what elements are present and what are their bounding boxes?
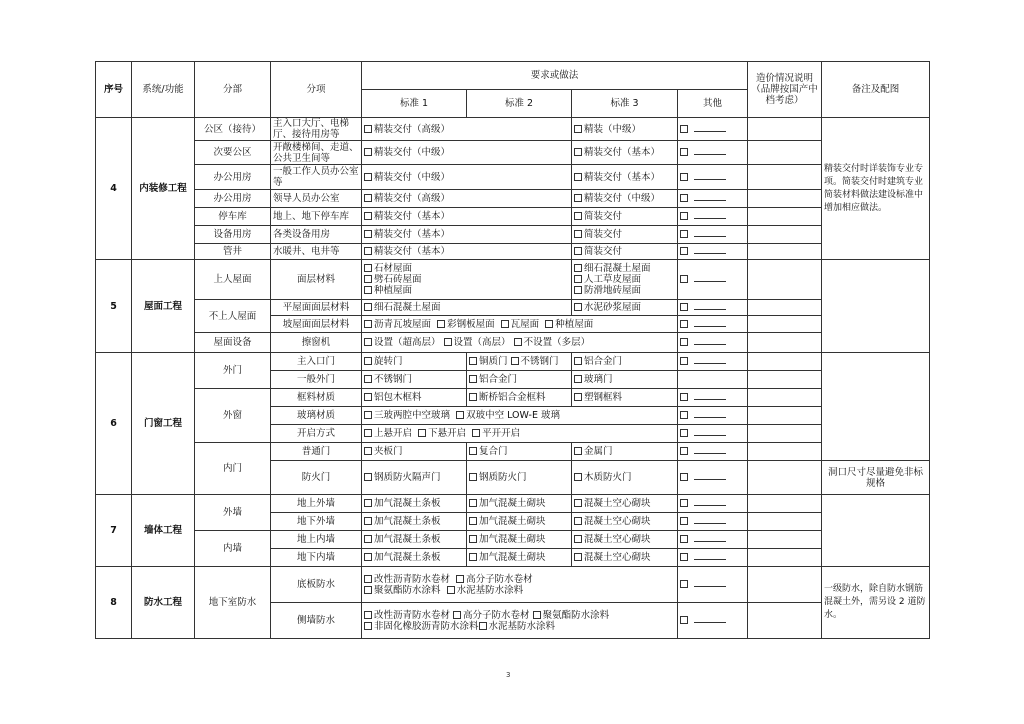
checkbox[interactable] — [680, 357, 688, 365]
item-cell: 各类设备用房 — [271, 226, 362, 244]
checkbox[interactable] — [364, 320, 372, 328]
option-label: 混凝土空心砌块 — [584, 552, 651, 563]
item-cell: 领导人员办公室 — [271, 190, 362, 208]
standards-table — [95, 61, 930, 639]
option-label: 设置（超高层） — [374, 337, 441, 348]
option-label: 加气混凝土砌块 — [479, 516, 546, 527]
other-blank[interactable] — [694, 447, 726, 454]
option-label: 精装交付（基本） — [584, 147, 661, 158]
checkbox[interactable] — [680, 616, 688, 624]
cost-cell — [748, 549, 822, 567]
remark-cell — [822, 495, 930, 567]
checkbox[interactable] — [680, 535, 688, 543]
option-label: 精装交付（高级） — [374, 123, 451, 135]
checkbox[interactable] — [574, 275, 582, 283]
cost-cell — [748, 495, 822, 513]
header-std1: 标准 1 — [362, 90, 467, 118]
checkbox[interactable] — [364, 393, 372, 401]
option-label: 不锈钢门 — [520, 356, 559, 367]
checkbox[interactable] — [364, 125, 372, 133]
group-5-name: 屋面工程 — [132, 260, 195, 353]
checkbox[interactable] — [437, 320, 445, 328]
cost-cell — [748, 260, 822, 300]
option-label: 精装（中级） — [584, 123, 642, 135]
cost-cell — [748, 603, 822, 639]
cost-cell — [748, 118, 822, 141]
option-label: 加气混凝土砌块 — [479, 498, 546, 509]
header-remark: 备注及配图 — [822, 62, 930, 118]
option-label: 水泥基防水涂料 — [488, 620, 556, 632]
checkbox[interactable] — [545, 320, 553, 328]
checkbox[interactable] — [364, 275, 372, 283]
item-cell: 玻璃材质 — [271, 407, 362, 425]
checkbox[interactable] — [574, 148, 582, 156]
page-number: 3 — [506, 671, 511, 679]
option-label: 聚氨酯防水涂料 — [542, 609, 610, 621]
checkbox[interactable] — [680, 173, 688, 181]
item-cell: 底板防水 — [271, 567, 362, 603]
part-cell: 内墙 — [195, 531, 271, 567]
checkbox[interactable] — [574, 553, 582, 561]
option-label: 劈石砖屋面 — [374, 274, 422, 285]
option-label: 精装交付（基本） — [584, 171, 661, 183]
option-label: 塑钢框料 — [584, 392, 623, 403]
header-part: 分部 — [195, 62, 271, 118]
other-blank[interactable] — [694, 275, 726, 282]
other-blank[interactable] — [694, 580, 726, 587]
checkbox[interactable] — [680, 194, 688, 202]
item-cell: 开敞楼梯间、走道、公共卫生间等 — [271, 141, 362, 165]
group-7-no: 7 — [96, 495, 132, 567]
option-label: 下悬开启 — [428, 428, 467, 439]
option-label: 改性沥青防水卷材 — [374, 573, 451, 585]
option-label: 聚氨酯防水涂料 — [374, 584, 441, 596]
checkbox[interactable] — [479, 622, 487, 630]
checkbox[interactable] — [574, 173, 582, 181]
part-cell: 内门 — [195, 443, 271, 495]
checkbox[interactable] — [364, 535, 372, 543]
part-cell: 外门 — [195, 353, 271, 389]
part-cell: 上人屋面 — [195, 260, 271, 300]
remark-cell — [822, 353, 930, 461]
checkbox[interactable] — [574, 125, 582, 133]
header-system: 系统/功能 — [132, 62, 195, 118]
option-label: 铝合金门 — [479, 374, 518, 385]
other-blank[interactable] — [694, 499, 726, 506]
option-label: 上悬开启 — [374, 428, 413, 439]
option-label: 人工草皮屋面 — [584, 274, 642, 285]
checkbox[interactable] — [364, 303, 372, 311]
cost-cell — [748, 333, 822, 353]
checkbox[interactable] — [501, 320, 509, 328]
option-label: 简装交付 — [584, 246, 623, 257]
option-label: 精装交付（高级） — [374, 193, 451, 204]
cost-cell — [748, 208, 822, 226]
checkbox[interactable] — [444, 338, 452, 346]
other-blank[interactable] — [694, 357, 726, 364]
item-cell: 一般工作人员办公室等 — [271, 165, 362, 190]
checkbox[interactable] — [680, 148, 688, 156]
checkbox[interactable] — [364, 622, 372, 630]
other-blank[interactable] — [694, 173, 726, 180]
checkbox[interactable] — [574, 473, 582, 481]
checkbox[interactable] — [574, 517, 582, 525]
item-cell: 地下外墙 — [271, 513, 362, 531]
option-label: 彩钢板屋面 — [447, 318, 495, 330]
option-label: 复合门 — [479, 446, 508, 457]
other-blank[interactable] — [694, 125, 726, 132]
checkbox[interactable] — [364, 611, 372, 619]
option-label: 铝合金门 — [584, 356, 623, 367]
checkbox[interactable] — [574, 447, 582, 455]
checkbox[interactable] — [364, 499, 372, 507]
option-label: 铝包木框料 — [374, 392, 422, 403]
item-cell: 防火门 — [271, 461, 362, 495]
other-blank[interactable] — [694, 148, 726, 155]
option-label: 精装交付（中级） — [374, 147, 451, 158]
header-std2: 标准 2 — [467, 90, 572, 118]
checkbox[interactable] — [574, 357, 582, 365]
checkbox[interactable] — [364, 230, 372, 238]
option-label: 断桥铝合金框料 — [479, 392, 546, 403]
checkbox[interactable] — [514, 338, 522, 346]
option-label: 加气混凝土条板 — [374, 552, 441, 563]
option-label: 加气混凝土条板 — [374, 516, 441, 527]
checkbox[interactable] — [680, 338, 688, 346]
checkbox[interactable] — [680, 553, 688, 561]
option-label: 金属门 — [584, 446, 613, 457]
cost-cell — [748, 531, 822, 549]
option-label: 旋转门 — [374, 356, 403, 367]
checkbox[interactable] — [680, 499, 688, 507]
checkbox[interactable] — [469, 393, 477, 401]
part-cell: 公区（接待） — [195, 118, 271, 141]
other-blank[interactable] — [694, 473, 726, 480]
option-label: 高分子防水卷材 — [466, 573, 533, 585]
checkbox[interactable] — [364, 429, 372, 437]
checkbox[interactable] — [574, 212, 582, 220]
cost-cell — [748, 513, 822, 531]
other-blank[interactable] — [694, 535, 726, 542]
remark-door-size: 洞口尺寸尽量避免非标规格 — [822, 461, 930, 495]
checkbox[interactable] — [364, 148, 372, 156]
checkbox[interactable] — [364, 447, 372, 455]
option-label: 细石混凝土屋面 — [584, 263, 651, 274]
checkbox[interactable] — [680, 393, 688, 401]
option-label: 瓦屋面 — [510, 318, 540, 330]
other-blank[interactable] — [694, 303, 726, 310]
option-label: 简装交付 — [584, 229, 623, 240]
checkbox[interactable] — [364, 586, 372, 594]
checkbox[interactable] — [574, 286, 582, 294]
option-label: 木质防火门 — [584, 472, 632, 483]
option-label: 双玻中空 LOW-E 玻璃 — [466, 410, 560, 421]
cost-cell — [748, 371, 822, 389]
part-cell: 管井 — [195, 244, 271, 260]
checkbox[interactable] — [364, 357, 372, 365]
cost-cell — [748, 141, 822, 165]
option-label: 钢质防火隔声门 — [374, 472, 441, 483]
item-cell: 地下内墙 — [271, 549, 362, 567]
option-label: 水泥砂浆屋面 — [584, 302, 642, 313]
part-cell: 地下室防水 — [195, 567, 271, 639]
checkbox[interactable] — [574, 375, 582, 383]
checkbox[interactable] — [456, 411, 464, 419]
checkbox[interactable] — [364, 286, 372, 294]
checkbox[interactable] — [574, 535, 582, 543]
other-blank[interactable] — [694, 247, 726, 254]
option-label: 平开开启 — [482, 428, 521, 439]
part-cell: 屋面设备 — [195, 333, 271, 353]
checkbox[interactable] — [469, 553, 477, 561]
option-label: 石材屋面 — [374, 263, 413, 274]
option-label: 混凝土空心砌块 — [584, 516, 651, 527]
checkbox[interactable] — [680, 411, 688, 419]
cost-cell — [748, 190, 822, 208]
checkbox[interactable] — [453, 611, 461, 619]
other-blank[interactable] — [694, 212, 726, 219]
item-cell: 主入口大厅、电梯厅、接待用房等 — [271, 118, 362, 141]
checkbox[interactable] — [680, 429, 688, 437]
cost-cell — [748, 226, 822, 244]
option-label: 加气混凝土条板 — [374, 534, 441, 545]
other-blank[interactable] — [694, 517, 726, 524]
option-label: 加气混凝土条板 — [374, 498, 441, 509]
other-blank[interactable] — [694, 320, 726, 327]
group-6-name: 门窗工程 — [132, 353, 195, 495]
item-cell: 开启方式 — [271, 425, 362, 443]
checkbox[interactable] — [574, 264, 582, 272]
header-requirement: 要求或做法 — [362, 62, 748, 90]
remark-waterproof: 一级防水，除自防水钢筋混凝土外，需另设 2 道防水。 — [822, 567, 930, 639]
option-label: 防滑地砖屋面 — [584, 285, 642, 296]
header-other: 其他 — [678, 90, 748, 118]
checkbox[interactable] — [469, 473, 477, 481]
group-5-no: 5 — [96, 260, 132, 353]
checkbox[interactable] — [680, 320, 688, 328]
checkbox[interactable] — [469, 375, 477, 383]
option-label: 精装交付（基本） — [374, 246, 451, 257]
option-label: 三玻两腔中空玻璃 — [374, 410, 451, 421]
cost-cell — [748, 461, 822, 495]
cost-cell — [748, 567, 822, 603]
other-blank[interactable] — [694, 230, 726, 237]
option-label: 混凝土空心砌块 — [584, 498, 651, 509]
checkbox[interactable] — [364, 473, 372, 481]
checkbox[interactable] — [680, 580, 688, 588]
checkbox[interactable] — [472, 429, 480, 437]
checkbox[interactable] — [511, 357, 519, 365]
option-label: 铜质门 — [479, 356, 508, 367]
other-blank[interactable] — [694, 393, 726, 400]
checkbox[interactable] — [469, 499, 477, 507]
option-label: 加气混凝土砌块 — [479, 552, 546, 563]
other-blank[interactable] — [694, 429, 726, 436]
item-cell: 地上内墙 — [271, 531, 362, 549]
header-item: 分项 — [271, 62, 362, 118]
checkbox[interactable] — [364, 212, 372, 220]
item-cell: 擦窗机 — [271, 333, 362, 353]
group-7-name: 墙体工程 — [132, 495, 195, 567]
item-cell: 主入口门 — [271, 353, 362, 371]
option-label: 钢质防火门 — [479, 472, 527, 483]
group-6-no: 6 — [96, 353, 132, 495]
header-std3: 标准 3 — [572, 90, 678, 118]
checkbox[interactable] — [574, 303, 582, 311]
checkbox[interactable] — [364, 553, 372, 561]
checkbox[interactable] — [574, 499, 582, 507]
option-label: 混凝土空心砌块 — [584, 534, 651, 545]
item-cell: 面层材料 — [271, 260, 362, 300]
part-cell: 外窗 — [195, 389, 271, 443]
checkbox[interactable] — [680, 517, 688, 525]
checkbox[interactable] — [574, 247, 582, 255]
part-cell: 不上人屋面 — [195, 300, 271, 333]
item-cell: 一般外门 — [271, 371, 362, 389]
option-label: 精装交付（中级） — [374, 171, 451, 183]
checkbox[interactable] — [447, 586, 455, 594]
checkbox[interactable] — [680, 230, 688, 238]
option-label: 精装交付（中级） — [584, 193, 661, 204]
checkbox[interactable] — [680, 473, 688, 481]
checkbox[interactable] — [364, 247, 372, 255]
cost-cell — [748, 300, 822, 316]
checkbox[interactable] — [680, 447, 688, 455]
option-label: 玻璃门 — [584, 374, 613, 385]
item-cell: 平屋面面层材料 — [271, 300, 362, 316]
other-blank[interactable] — [694, 338, 726, 345]
group-4-name: 内装修工程 — [132, 118, 195, 260]
item-cell: 坡屋面面层材料 — [271, 316, 362, 333]
option-label: 简装交付 — [584, 211, 623, 222]
checkbox[interactable] — [680, 303, 688, 311]
item-cell: 地上、地下停车库 — [271, 208, 362, 226]
checkbox[interactable] — [469, 517, 477, 525]
checkbox[interactable] — [364, 264, 372, 272]
checkbox[interactable] — [680, 275, 688, 283]
other-cell — [678, 371, 748, 389]
cost-cell — [748, 407, 822, 425]
group-8-no: 8 — [96, 567, 132, 639]
checkbox[interactable] — [574, 230, 582, 238]
cost-cell — [748, 165, 822, 190]
checkbox[interactable] — [456, 575, 464, 583]
header-seq: 序号 — [96, 62, 132, 118]
group-8-name: 防水工程 — [132, 567, 195, 639]
option-label: 沥青瓦坡屋面 — [374, 318, 432, 330]
header-cost: 造价情况说明（品牌按国产中档考虑） — [748, 62, 822, 118]
part-cell: 停车库 — [195, 208, 271, 226]
checkbox[interactable] — [680, 247, 688, 255]
checkbox[interactable] — [364, 338, 372, 346]
checkbox[interactable] — [469, 447, 477, 455]
checkbox[interactable] — [364, 173, 372, 181]
option-label: 非固化橡胶沥青防水涂料 — [374, 620, 479, 632]
checkbox[interactable] — [364, 517, 372, 525]
option-label: 夹板门 — [374, 446, 403, 457]
other-blank[interactable] — [694, 616, 726, 623]
option-label: 设置（高层） — [453, 337, 511, 348]
checkbox[interactable] — [418, 429, 426, 437]
option-label: 不设置（多层） — [523, 337, 591, 348]
item-cell: 侧墙防水 — [271, 603, 362, 639]
item-cell: 水暖井、电井等 — [271, 244, 362, 260]
item-cell: 地上外墙 — [271, 495, 362, 513]
checkbox[interactable] — [533, 611, 541, 619]
option-label: 改性沥青防水卷材 — [374, 609, 451, 621]
checkbox[interactable] — [680, 125, 688, 133]
checkbox[interactable] — [574, 393, 582, 401]
checkbox[interactable] — [364, 375, 372, 383]
cost-cell — [748, 425, 822, 443]
checkbox[interactable] — [364, 194, 372, 202]
checkbox[interactable] — [574, 194, 582, 202]
part-cell: 外墙 — [195, 495, 271, 531]
option-label: 加气混凝土砌块 — [479, 534, 546, 545]
option-label: 不锈钢门 — [374, 374, 413, 385]
checkbox[interactable] — [469, 535, 477, 543]
other-blank[interactable] — [694, 553, 726, 560]
checkbox[interactable] — [364, 575, 372, 583]
other-blank[interactable] — [694, 194, 726, 201]
cost-cell — [748, 353, 822, 371]
cost-cell — [748, 443, 822, 461]
checkbox[interactable] — [469, 357, 477, 365]
option-label: 精装交付（基本） — [374, 211, 451, 222]
remark-group-4: 精装交付时详装饰专业专项。简装交付时建筑专业简装材料做法建设标准中增加相应做法。 — [822, 118, 930, 260]
option-label: 种植屋面 — [555, 318, 594, 330]
option-label: 精装交付（基本） — [374, 229, 451, 240]
cost-cell — [748, 389, 822, 407]
cost-cell — [748, 316, 822, 333]
option-label: 水泥基防水涂料 — [456, 584, 524, 596]
option-label: 种植屋面 — [374, 285, 413, 296]
item-cell: 普通门 — [271, 443, 362, 461]
checkbox[interactable] — [364, 411, 372, 419]
part-cell: 设备用房 — [195, 226, 271, 244]
remark-cell — [822, 260, 930, 353]
part-cell: 办公用房 — [195, 190, 271, 208]
part-cell: 次要公区 — [195, 141, 271, 165]
option-label: 细石混凝土屋面 — [374, 302, 441, 313]
option-label: 高分子防水卷材 — [463, 609, 530, 621]
checkbox[interactable] — [680, 212, 688, 220]
group-4-no: 4 — [96, 118, 132, 260]
item-cell: 框料材质 — [271, 389, 362, 407]
part-cell: 办公用房 — [195, 165, 271, 190]
cost-cell — [748, 244, 822, 260]
other-blank[interactable] — [694, 411, 726, 418]
